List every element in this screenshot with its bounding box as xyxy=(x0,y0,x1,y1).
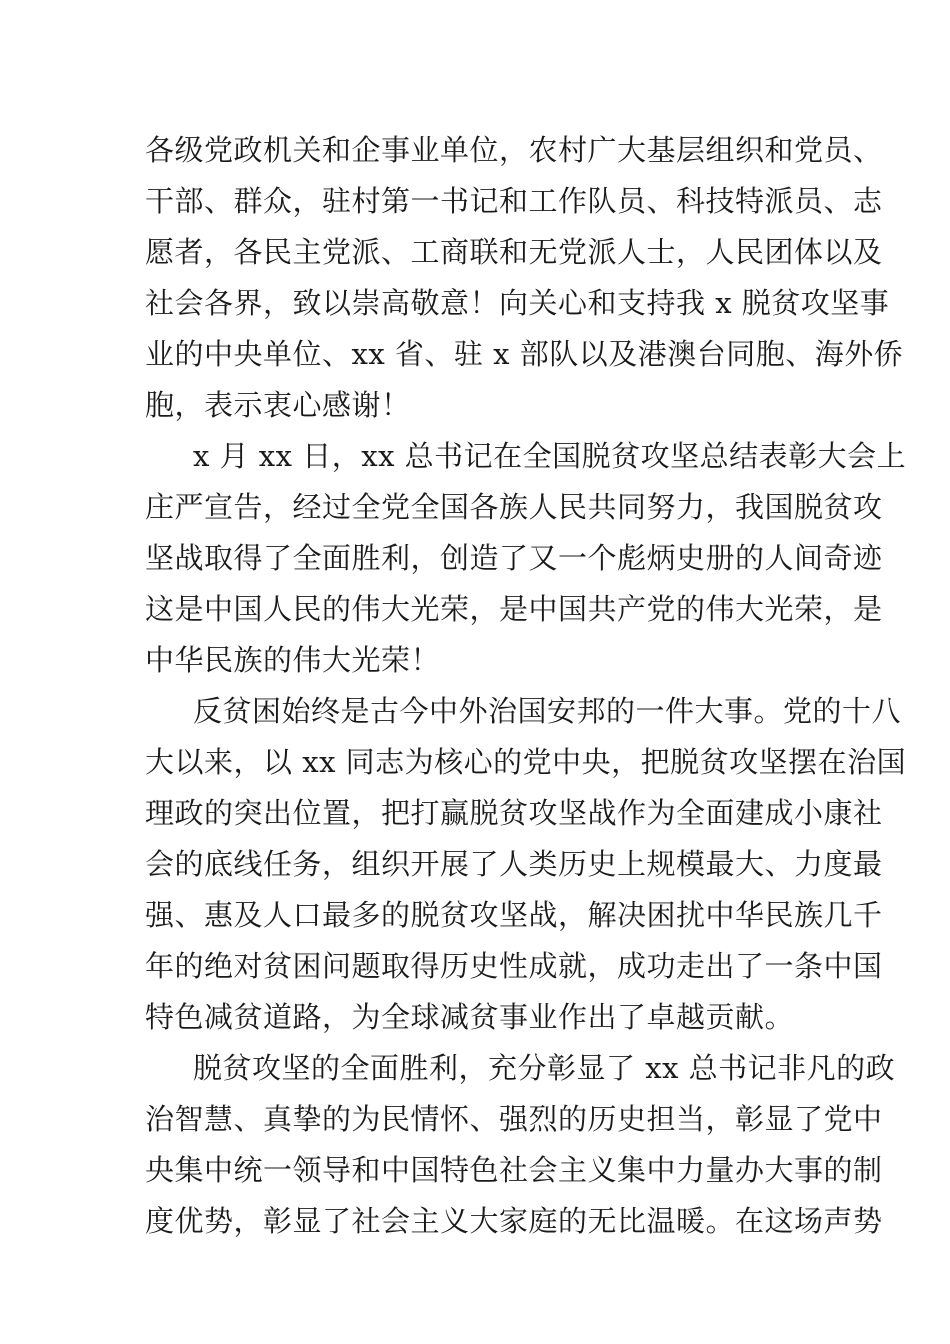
paragraph-2-line-4: 这是中国人民的伟大光荣，是中国共产党的伟大光荣，是 xyxy=(145,592,883,626)
paragraph-4-line-3: 央集中统一领导和中国特色社会主义集中力量办大事的制 xyxy=(145,1153,883,1187)
paragraph-3-line-6: 年的绝对贫困问题取得历史性成就，成功走出了一条中国 xyxy=(145,949,883,983)
paragraph-1-line-2: 干部、群众，驻村第一书记和工作队员、科技特派员、志 xyxy=(145,184,883,218)
paragraph-1-line-1: 各级党政机关和企事业单位，农村广大基层组织和党员、 xyxy=(145,133,883,167)
paragraph-4-line-4: 度优势，彰显了社会主义大家庭的无比温暖。在这场声势 xyxy=(145,1204,883,1238)
paragraph-1-line-4: 社会各界，致以崇高敬意！向关心和支持我 x 脱贫攻坚事 xyxy=(145,286,890,320)
paragraph-2-line-2: 庄严宣告，经过全党全国各族人民共同努力，我国脱贫攻 xyxy=(145,490,883,524)
paragraph-4-line-1: 脱贫攻坚的全面胜利，充分彰显了 xx 总书记非凡的政 xyxy=(193,1051,896,1085)
paragraph-3-line-3: 理政的突出位置，把打赢脱贫攻坚战作为全面建成小康社 xyxy=(145,796,883,830)
paragraph-3-line-2: 大以来，以 xx 同志为核心的党中央，把脱贫攻坚摆在治国 xyxy=(145,745,907,779)
paragraph-1-line-6: 胞，表示衷心感谢！ xyxy=(145,388,411,422)
paragraph-2-line-1: x 月 xx 日，xx 总书记在全国脱贫攻坚总结表彰大会上 xyxy=(193,439,907,473)
paragraph-2-line-5: 中华民族的伟大光荣！ xyxy=(145,643,441,677)
paragraph-3-line-5: 强、惠及人口最多的脱贫攻坚战，解决困扰中华民族几千 xyxy=(145,898,883,932)
paragraph-3-line-7: 特色减贫道路，为全球减贫事业作出了卓越贡献。 xyxy=(145,1000,795,1034)
paragraph-3-line-1: 反贫困始终是古今中外治国安邦的一件大事。党的十八 xyxy=(193,694,902,728)
paragraph-4-line-2: 治智慧、真挚的为民情怀、强烈的历史担当，彰显了党中 xyxy=(145,1102,883,1136)
paragraph-1-line-5: 业的中央单位、xx 省、驻 x 部队以及港澳台同胞、海外侨 xyxy=(145,337,904,371)
paragraph-2-line-3: 坚战取得了全面胜利，创造了又一个彪炳史册的人间奇迹 xyxy=(145,541,883,575)
paragraph-1-line-3: 愿者，各民主党派、工商联和无党派人士，人民团体以及 xyxy=(145,235,883,269)
paragraph-3-line-4: 会的底线任务，组织开展了人类历史上规模最大、力度最 xyxy=(145,847,883,881)
